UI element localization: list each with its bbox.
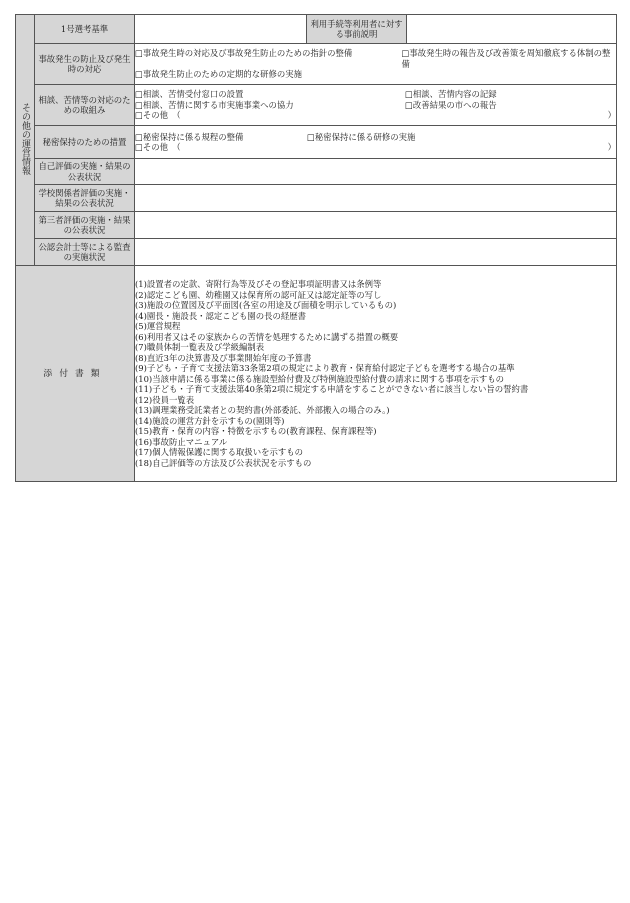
attachments-list [135,266,617,482]
audit-label: 公認会計士等による監査の実施状況 [35,239,135,266]
attachment-item: (18)自己評価等の方法及び公表状況を示すもの [135,457,312,468]
attachment-item: (10)当該申請に係る事業に係る施設型給付費及び特例施設型給付費の請求に関する事項を示すもの [135,373,504,384]
attachment-item: (3)施設の位置図及び平面図(各室の用途及び面積を明示しているもの) [135,300,397,310]
consultation-other-field[interactable] [135,110,616,121]
confidentiality-label: 秘密保持のための措置 [35,126,135,159]
prior-explanation-label: 利用手続等利用者に対する事前説明 [307,15,407,44]
audit-value[interactable] [135,239,617,266]
accident-training-checkbox[interactable]: □事故発生防止のための定期的な研修の実施 [135,69,303,80]
attachment-item: (15)教育・保育の内容・特徴を示すもの(教育課程、保育課程等) [135,426,377,436]
consultation-window-checkbox[interactable]: □相談、苦情受付窓口の設置 [135,89,244,100]
confidentiality-other-checkbox[interactable]: □その他 （ [135,142,181,152]
attachments-label-cell [16,266,135,482]
attachment-item: (11)子ども・子育て支援法第40条第2項に規定する申請をすることができない者に該当しない旨の誓約書 [135,384,529,394]
accident-guideline-checkbox[interactable]: □事故発生時の対応及び事故発生防止のための指針の整備 [135,48,353,59]
attachment-item: (14)施設の運営方針を示すもの(園則等) [135,415,285,426]
confidentiality-other-field[interactable] [135,142,616,153]
accident-label: 事故発生の防止及び発生時の対応 [35,44,135,85]
section-label: その他の運営情報 [20,102,30,175]
consultation-options [135,85,617,126]
attachment-item: (13)調理業務受託業者との契約書(外部委託、外部搬入の場合のみ。) [135,405,390,415]
confidentiality-other-close: ） [607,142,616,152]
school-eval-label: 学校関係者評価の実施・結果の公表状況 [35,185,135,212]
consultation-label: 相談、苦情等の対応のための取組み [35,85,135,126]
criteria-value[interactable] [135,15,307,44]
attachment-item: (5)運営規程 [135,321,181,331]
third-eval-value[interactable] [135,212,617,239]
accident-report-checkbox[interactable]: □事故発生時の報告及び改善策を周知徹底する体制の整備 [401,48,611,69]
accident-options [135,44,617,85]
criteria-label: 1号選考基準 [35,15,135,44]
consultation-record-checkbox[interactable]: □相談、苦情内容の記録 [405,89,497,100]
attachment-item: (12)役員一覧表 [135,394,195,405]
attachment-item: (16)事故防止マニュアル [135,436,228,447]
consultation-other-checkbox[interactable]: □その他 （ [135,110,181,121]
attachment-item: (17)個人情報保護に関する取扱いを示すもの [135,447,303,457]
attachment-item: (8)直近3年の決算書及び事業開始年度の予算書 [135,352,312,363]
attachment-item: (1)設置者の定款、寄附行為等及びその登記事項証明書又は条例等 [135,279,382,289]
attachment-item: (2)認定こども園、幼稚園又は保育所の認可証又は認定証等の写し [135,289,382,300]
confidentiality-options [135,126,617,159]
third-eval-label: 第三者評価の実施・結果の公表状況 [35,212,135,239]
consultation-report-checkbox[interactable]: □改善結果の市への報告 [405,99,497,110]
attachment-item: (4)園長・施設長・認定こども園の長の経歴書 [135,310,306,321]
prior-explanation-value[interactable] [407,15,617,44]
self-eval-label: 自己評価の実施・結果の公表状況 [35,159,135,185]
attachments-label: 添付書類 [43,368,107,379]
attachment-item: (7)職員体制一覧表及び学級編制表 [135,342,265,352]
confidentiality-rules-checkbox[interactable]: □秘密保持に係る規程の整備 [135,131,244,142]
consultation-other-close: ） [607,110,616,121]
school-eval-value[interactable] [135,185,617,212]
attachment-item: (6)利用者又はその家族からの苦情を処理するために講ずる措置の概要 [135,331,399,342]
consultation-cooperation-checkbox[interactable]: □相談、苦情に関する市実施事業への協力 [135,99,294,110]
operations-info-form [15,14,617,482]
attachment-item: (9)子ども・子育て支援法第33条第2項の規定により教育・保育給付認定子どもを選考する場合の基準 [135,363,515,373]
confidentiality-training-checkbox[interactable]: □秘密保持に係る研修の実施 [307,131,416,142]
section-label-cell [16,15,35,266]
self-eval-value[interactable] [135,159,617,185]
